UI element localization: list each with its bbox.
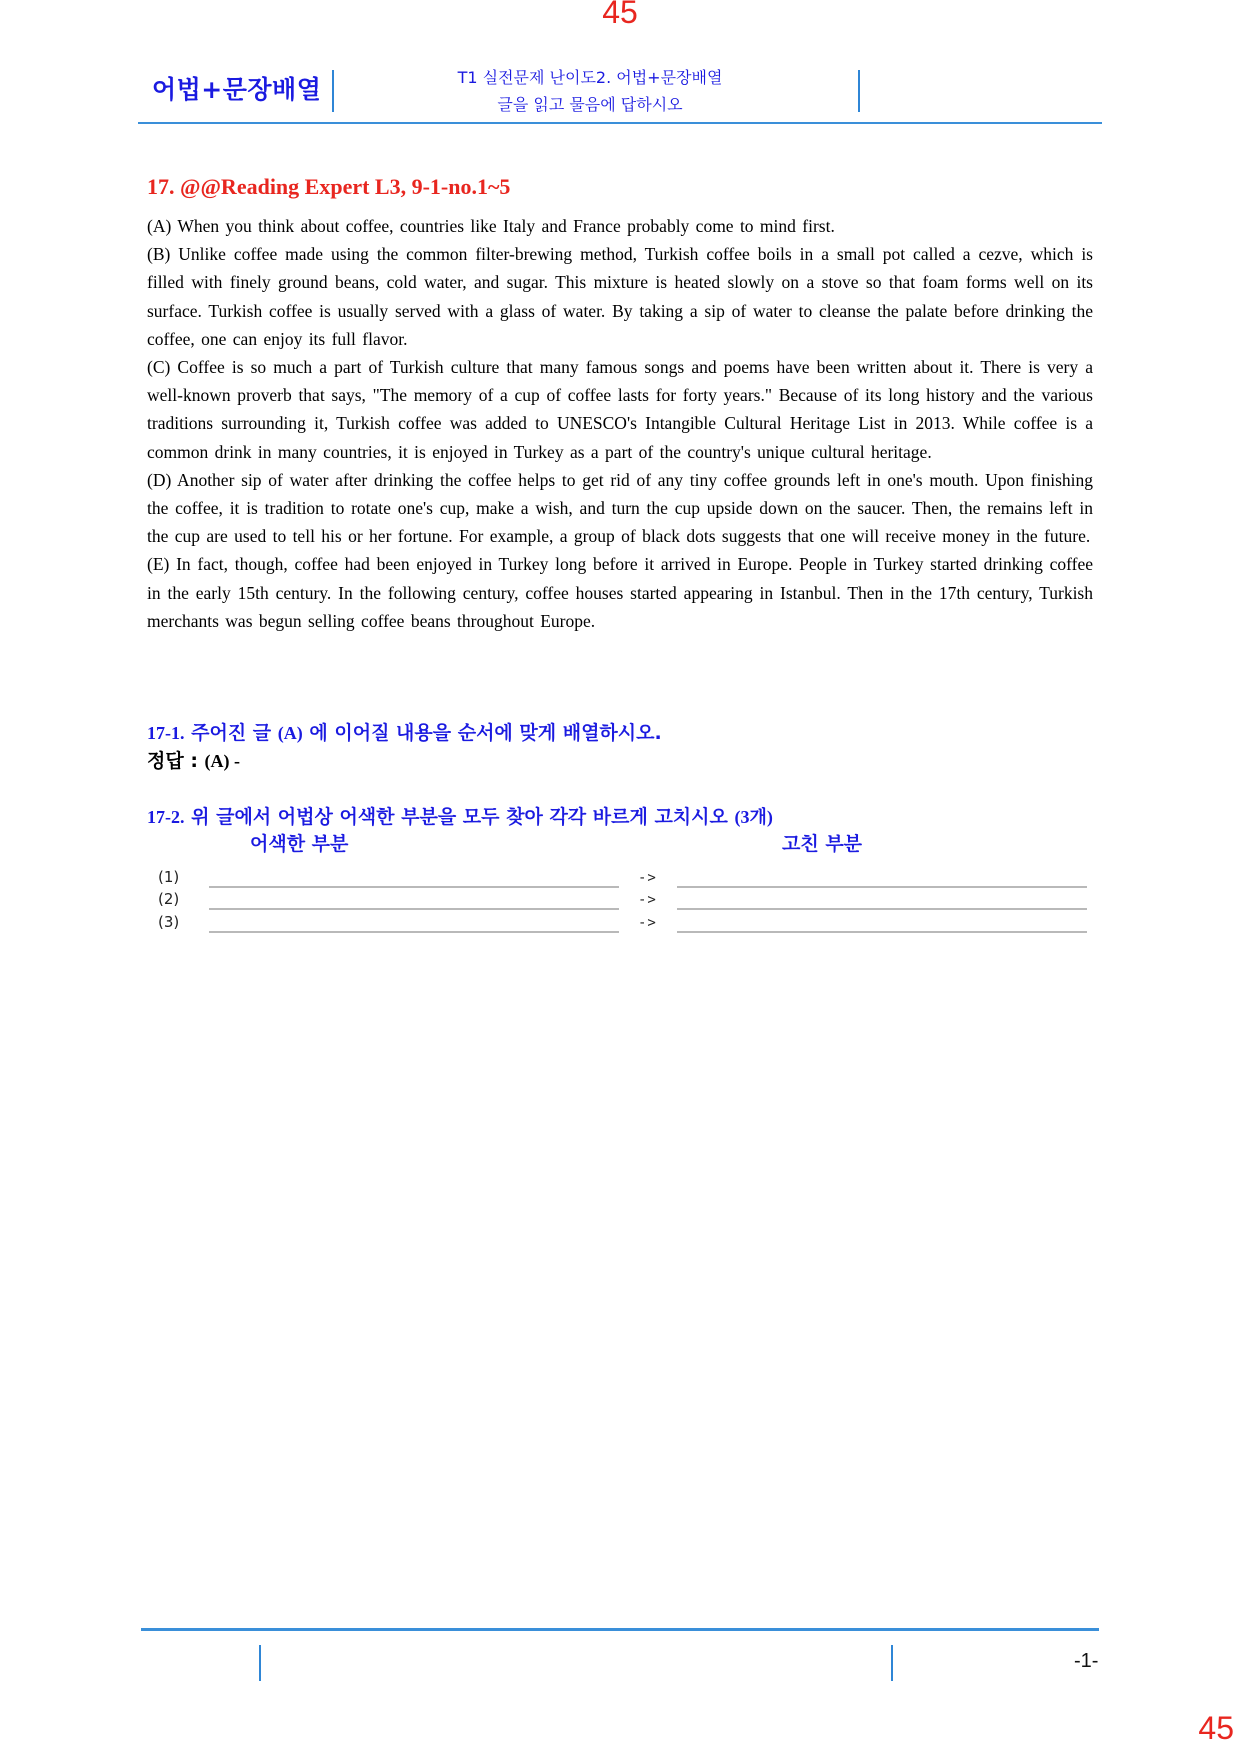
paragraph-e: (E) In fact, though, coffee had been enjoyed in Turkey long before it arrived in Europe. People in Turkey started drinking coffee in the early 15th century. In the following century, coffee houses started appearing in Istanbul. Then in the 17th century, Turkish merchants was begun selling coffee beans throughout Europe. (147, 554, 1093, 631)
row-3-fixed-blank[interactable] (677, 931, 1087, 933)
subquestion-2-text: 위 글에서 어법상 어색한 부분을 모두 찾아 각각 바르게 고치시오 (191, 806, 728, 828)
header-divider-left (332, 70, 334, 112)
subquestion-2-count: (3개) (734, 807, 773, 827)
answer-label: 정답 : (147, 750, 198, 772)
subquestion-1 (147, 718, 662, 745)
header-subtitle-line2: 글을 읽고 물음에 답하시오 (497, 95, 683, 114)
footer-divider-left (259, 1645, 261, 1681)
header-subtitle (420, 64, 760, 118)
row-1-number: (1) (158, 868, 180, 886)
row-2-number: (2) (158, 890, 180, 908)
row-2-fixed-blank[interactable] (677, 908, 1087, 910)
page-number-top: 45 (602, 0, 638, 30)
answer-value: (A) - (204, 751, 241, 771)
row-1-wrong-blank[interactable] (209, 886, 619, 888)
passage (147, 212, 1093, 635)
footer-page-number: -1- (1074, 1650, 1099, 1672)
row-2-arrow: -> (638, 892, 657, 908)
paragraph-d: (D) Another sip of water after drinking the coffee helps to get rid of any tiny coffee grounds left in one's mouth. Upon finishing the coffee, it is tradition to rotate one's cup, make a wish, and turn the cup upside down on the saucer. Then, the remains left in the cup are used to tell his or her fortune. For example, a group of black dots suggests that one will receive money in the future. (147, 469, 1093, 547)
header-subtitle-line1: T1 실전문제 난이도2. 어법+문장배열 (457, 68, 723, 87)
page-number-bottom: 45 (1198, 1710, 1234, 1746)
column-header-wrong: 어색한 부분 (250, 833, 349, 855)
subquestion-2-number: 17-2. (147, 807, 185, 827)
answer-line (147, 746, 240, 773)
row-3-wrong-blank[interactable] (209, 931, 619, 933)
subquestion-1-number: 17-1. (147, 723, 185, 743)
subquestion-2 (147, 802, 773, 829)
header-rule (138, 122, 1102, 124)
row-2-wrong-blank[interactable] (209, 908, 619, 910)
footer-divider-right (891, 1645, 893, 1681)
header-title: 어법+문장배열 (152, 75, 322, 104)
question-title: 17. @@Reading Expert L3, 9-1-no.1~5 (147, 174, 511, 199)
subquestion-1-text-before: 주어진 글 (191, 722, 272, 744)
footer-rule (141, 1628, 1099, 1631)
subquestion-1-ref: (A) (277, 723, 303, 743)
row-3-arrow: -> (638, 915, 657, 931)
row-3-number: (3) (158, 913, 180, 931)
paragraph-c: (C) Coffee is so much a part of Turkish culture that many famous songs and poems have been written about it. There is very a well-known proverb that says, "The memory of a cup of coffee lasts for forty years." Because of its long history and the various traditions surrounding it, Turkish coffee was added to UNESCO's Intangible Cultural Heritage List in 2013. While coffee is a common drink in many countries, it is enjoyed in Turkey as a part of the country's unique cultural heritage. (147, 357, 1093, 462)
column-header-fixed: 고친 부분 (782, 833, 863, 855)
paragraph-b: (B) Unlike coffee made using the common filter-brewing method, Turkish coffee boils in a small pot called a cezve, which is filled with finely ground beans, cold water, and sugar. This mixture is heated slowly on a stove so that foam forms well on its surface. Turkish coffee is usually served with a glass of water. By taking a sip of water to cleanse the palate before drinking the coffee, one can enjoy its full flavor. (147, 244, 1093, 349)
paragraph-a: (A) When you think about coffee, countries like Italy and France probably come to mind first. (147, 216, 835, 236)
row-1-arrow: -> (638, 870, 657, 886)
header-divider-right (858, 70, 860, 112)
subquestion-1-text-after: 에 이어질 내용을 순서에 맞게 배열하시오. (309, 722, 662, 744)
row-1-fixed-blank[interactable] (677, 886, 1087, 888)
